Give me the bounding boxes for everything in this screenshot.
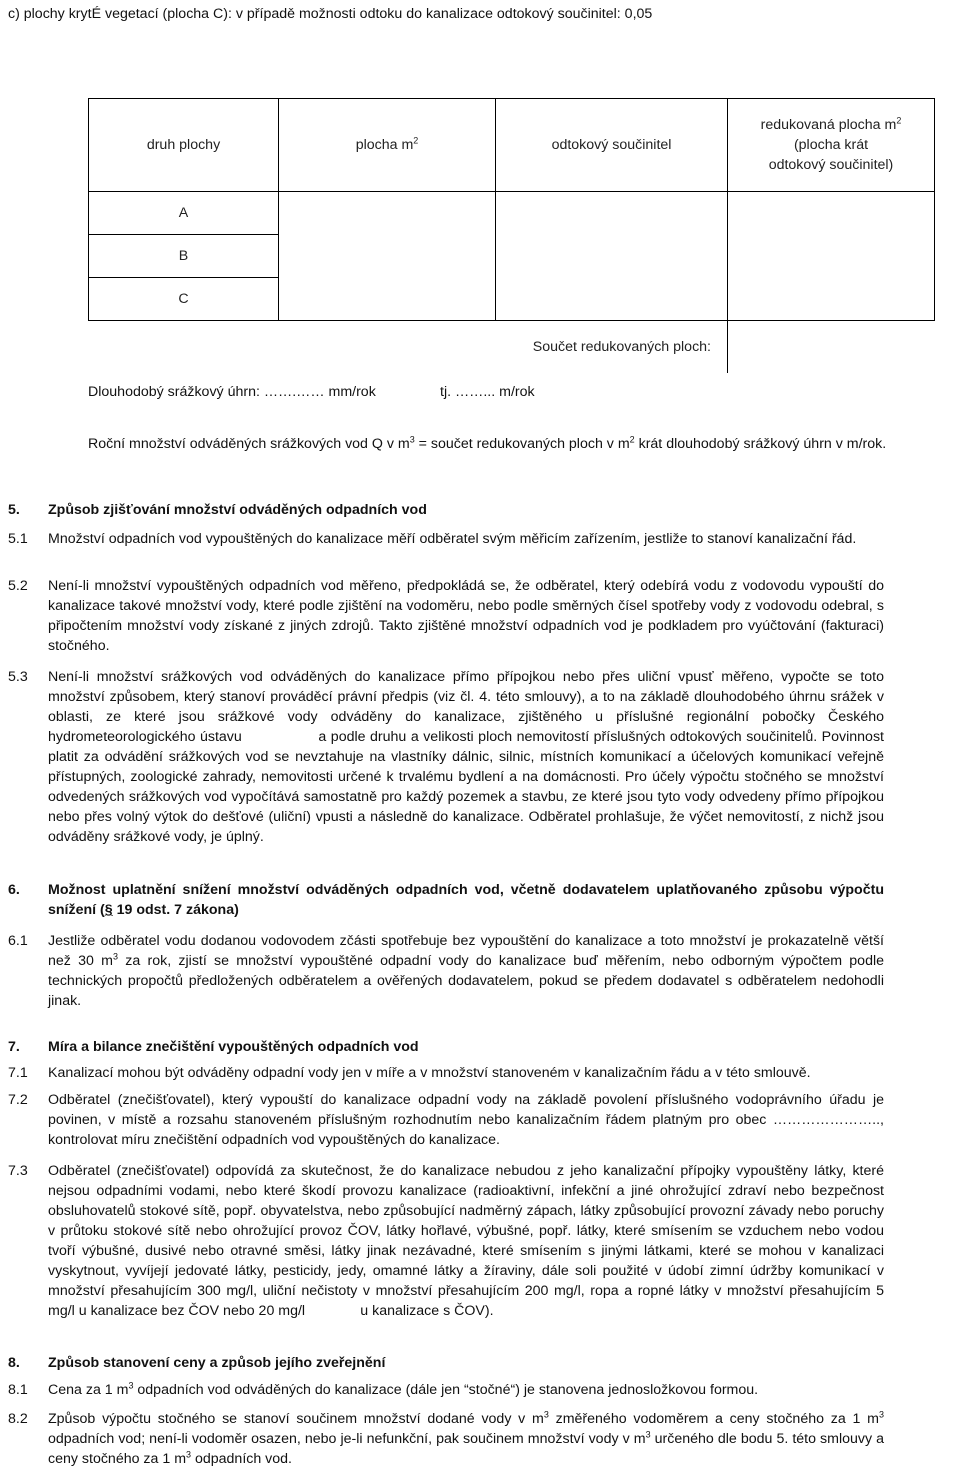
table-header-row [89, 99, 935, 192]
section-7-number: 7. [8, 1039, 20, 1055]
sum-label: Součet redukovaných ploch: [89, 321, 728, 373]
para-7-3: Odběratel (znečišťovatel) odpovídá za skutečnost, že do kanalizace nebudou z jeho kanalizační přípojky vypouštěny látky, které nejsou odpadními vodami, nebo které škodí provozu kanalizace (radioaktivní, infekční a jiné ohrožující zdraví nebo bezpečnost obsluhovatelů stokové sítě, popř. obyvatelstva, nebo způsobující nadměrný zápach, látky způsobující provozní závady nebo poruchy v průtoku stokové sítě nebo ohrožující provoz ČOV, látky hořlavé, výbušné, popř. látky, které smísením se vzduchem nebo vodou tvoří výbušné, dusivé nebo otravné směsi, látky jinak nezávadné, které smísením s jinými látkami, které se mohou v kanalizaci vyskytnout, vyvíjejí jedovaté látky, pesticidy, jedy, omamné látky a žíraviny, dále soli použité v údobí zimní údržby komunikací v množství přesahujícím 300 mg/l, uliční nečistoty v množství přesahujícím 200 mg/l, ropa a ropné látky v množství přesahujícím 5 mg/l u kanalizace bez ČOV nebo 20 mg/l u kanalizace s ČOV). [48, 1163, 888, 1319]
para-7-1-number: 7.1 [8, 1065, 28, 1081]
para-8-1-number: 8.1 [8, 1382, 28, 1398]
annual-quantity-line: Roční množství odváděných srážkových vod Q v $m^3$ = součet redukovaných ploch v $m^2$ krát dlouhodobý srážkový úhrn v m/rok. [88, 434, 887, 452]
section-8-title: Způsob stanovení ceny a způsob jejího zveřejnění [48, 1355, 386, 1371]
para-7-3-number: 7.3 [8, 1163, 28, 1179]
para-5-1: Množství odpadních vod vypouštěných do kanalizace měří odběratel svým měřicím zařízením, jestliže to stanoví kanalizační řád. [48, 531, 857, 547]
intro-line-c: c) plochy krytÉ vegetací (plocha C): v případě možnosti odtoku do kanalizace odtokový součinitel: 0,05 [8, 6, 653, 22]
section-8-number: 8. [8, 1355, 20, 1371]
table-cell [496, 192, 728, 235]
para-5-1-number: 5.1 [8, 531, 28, 547]
para-7-2: Odběratel (znečišťovatel), který vypouští do kanalizace odpadní vody na základě povolení příslušného vodoprávního úřadu je povinen, v místě a rozsahu stanoveném příslušným rozhodnutím nebo kanalizačním řádem platným pro obec ………………….., kontrolovat míru znečištění odpadních vod vypouštěných do kanalizace. [48, 1092, 884, 1148]
table-cell [728, 278, 935, 321]
section-7-title: Míra a bilance znečištění vypouštěných odpadních vod [48, 1039, 419, 1055]
para-7-1: Kanalizací mohou být odváděny odpadní vody jen v míře a v množství stanoveném v kanalizačním řádu a v této smlouvě. [48, 1065, 811, 1081]
para-5-2: Není-li množství vypouštěných odpadních vod měřeno, předpokládá se, že odběratel, který odebírá vodu z vodovodu vypouští do kanalizace takové množství vody, které podle zjištění na vodoměru, nebo podle směrných čísel spotřeby vody z vodovodu odebral, s připočtením množství vody získané z jiných zdrojů. Takto zjištěné množství odpadních vod je podkladem pro vyúčtování (fakturaci) stočného. [48, 578, 884, 654]
header-area: plocha $m^2$ [279, 99, 496, 192]
para-6-1: Jestliže odběratel vodu dodanou vodovodem zčásti spotřebuje bez vypouštění do kanalizace a toto množství je prokazatelně větší než 30 $m^3$ za rok, zjistí se množství vypouštěné odpadní vody do kanalizace buď měřením, nebo odborným výpočtem podle technických propočtů předložených odběratelem a ověřených dodavatelem, pokud se předem dodavatel s odběratelem nedohodli jinak. [48, 933, 884, 1009]
para-5-3: Není-li množství srážkových vod odváděných do kanalizace přímo přípojkou nebo přes uliční vpusť měřeno, vypočte se toto množství způsobem, který stanoví prováděcí právní předpis (viz čl. 4. této smlouvy), a to na základě dlouhodobého úhrnu srážek v oblasti, ze které jsou srážkové vody odváděny do kanalizace, zjištěného u příslušné regionální pobočky Českého hydrometeorologického ústavu a podle druhu a velikosti ploch nemovitostí příslušných odtokových součinitelů. Povinnost platit za odvádění srážkových vod se nevztahuje na vlastníky dálnic, silnic, místních komunikací a účelových komunikací veřejně přístupných, zoologické zahrady, nemovitosti určené k trvalému bydlení a na domácnosti. Pro účely výpočtu stočného se množství odvedených srážkových vod vypočítává samostatně pro každý pozemek a stavbu, ze které jsou tyto vody odvedeny přímo přípojkou nebo přes volný výtok do dešťové (uliční) vpusti a následně do kanalizace. Odběratel prohlašuje, že výčet nemovitostí, z nichž jsou odváděny srážkové vody, je úplný. [48, 669, 888, 845]
table-cell [728, 192, 935, 235]
table-cell [496, 235, 728, 278]
header-runoff-coefficient: odtokový součinitel [496, 99, 728, 192]
table-cell [728, 235, 935, 278]
para-6-1-number: 6.1 [8, 933, 28, 949]
rain-total-meters: tj. ……... m/rok [440, 384, 535, 400]
para-7-2-number: 7.2 [8, 1092, 28, 1108]
sum-value-cell [728, 321, 935, 373]
table-row [89, 192, 935, 235]
row-label: C [89, 278, 279, 321]
para-5-3-number: 5.3 [8, 669, 28, 685]
para-5-2-number: 5.2 [8, 578, 28, 594]
row-label: A [89, 192, 279, 235]
para-8-2: Způsob výpočtu stočného se stanoví součinem množství dodané vody v $m^3$ změřeného vodoměrem a ceny stočného za 1 $m^3$ odpadních vod; není-li vodoměr osazen, nebo je-li nefunkční, pak součinem množství vody v $m^3$ určeného dle bodu 5. této smlouvy a ceny stočného za 1 $m^3$ odpadních vod. [48, 1409, 884, 1467]
table-cell [279, 278, 496, 321]
para-8-1: Cena za 1 $m^3$ odpadních vod odváděných do kanalizace (dále jen “stočné“) je stanovena jednosložkovou formou. [48, 1380, 759, 1398]
header-reduced-area: redukovaná plocha $m^2$ (plocha krát odtokový součinitel) [728, 99, 935, 192]
table-cell [279, 192, 496, 235]
section-5-number: 5. [8, 502, 20, 518]
row-label: B [89, 235, 279, 278]
section-6-number: 6. [8, 882, 20, 898]
table-sum-row [89, 321, 935, 373]
header-surface-type: druh plochy [89, 99, 279, 192]
table-cell [496, 278, 728, 321]
table-cell [279, 235, 496, 278]
table-row [89, 278, 935, 321]
table-row [89, 235, 935, 278]
section-6-title: Možnost uplatnění snížení množství odváděných odpadních vod, včetně dodavatelem uplatňovaného způsobu výpočtu snížení (§ 19 odst. 7 zákona) [48, 882, 884, 918]
rain-total-label: Dlouhodobý srážkový úhrn: …….…… mm/rok [88, 384, 376, 400]
section-5-title: Způsob zjišťování množství odváděných odpadních vod [48, 502, 427, 518]
runoff-table [88, 98, 935, 373]
para-8-2-number: 8.2 [8, 1411, 28, 1427]
